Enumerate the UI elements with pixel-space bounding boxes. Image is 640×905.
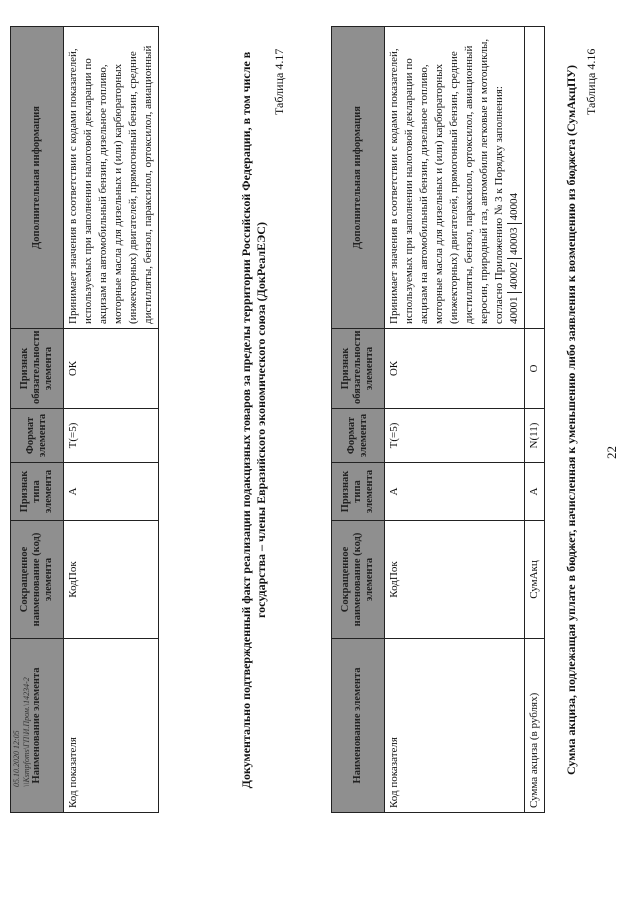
cell-required: ОК <box>64 329 159 409</box>
table-417-title: Документально подтвержденный факт реализации подакцизных товаров за пределы территории Российской Федерации, в том числе в государства – члены Евразийского экономического союза (ДокРеалЕЭС) <box>239 51 268 789</box>
cell-type: А <box>64 463 159 521</box>
header-info: Дополнительная информация <box>11 27 64 329</box>
code-value: 40002 <box>507 258 522 293</box>
header-name: Наименование элемента <box>332 639 385 813</box>
cell-name: Сумма акциза (в рублях) <box>525 639 545 813</box>
file-stamp-path: \\Ksmpfoms\ГП\И.Пром.\14234-2 <box>22 677 31 787</box>
cell-name: Код показателя <box>385 639 525 813</box>
code-list <box>507 190 522 324</box>
file-stamp <box>12 677 32 787</box>
header-name: Наименование элемента <box>11 639 64 813</box>
cell-format: N(11) <box>525 409 545 463</box>
cell-format: T(=5) <box>385 409 525 463</box>
cell-required: О <box>525 329 545 409</box>
cell-type: А <box>385 463 525 521</box>
table-416-header-row <box>332 27 385 813</box>
table-416 <box>331 26 545 813</box>
cell-required: ОК <box>385 329 525 409</box>
header-type: Признак типа элемента <box>332 463 385 521</box>
header-type: Признак типа элемента <box>11 463 64 521</box>
cell-info-text: Принимает значения в соответствии с кодами показателей, используемых при заполнении налоговой декларации по акцизам на автомобильный бензин, дизельное топливо, моторные масла для дизельных и (или) карбюраторных (инжекторных) двигателей, прямогонный бензин, средние дистилляты, бензол, параксилол, ортоксилол, авиационный керосин, природный газ, автомобили легковые и мотоциклы, согласно Приложению № 3 к Порядку заполнения: <box>388 38 505 324</box>
table-row <box>64 27 159 813</box>
file-stamp-date: 05.10.2020 12:05 <box>12 730 21 787</box>
cell-format: T(=5) <box>64 409 159 463</box>
cell-code: СумАкц <box>525 521 545 639</box>
table-416-title: Сумма акциза, подлежащая уплате в бюджет, начисленная к уменьшению либо заявления к возмещению из бюджета (СумАкцПУ) <box>564 65 578 775</box>
code-value: 40003 <box>507 224 522 259</box>
cell-name: Код показателя <box>64 639 159 813</box>
table-row <box>385 27 525 813</box>
page-number: 22 <box>604 446 619 459</box>
cell-info <box>385 27 525 329</box>
code-value: 40004 <box>508 193 520 221</box>
header-code: Сокращенное наименование (код) элемента <box>11 521 64 639</box>
header-info: Дополнительная информация <box>332 27 385 329</box>
cell-type: А <box>525 463 545 521</box>
table-row <box>525 27 545 813</box>
cell-code: КодПок <box>64 521 159 639</box>
header-required: Признак обязательности элемента <box>332 329 385 409</box>
table-417-label: Таблица 4.17 <box>272 48 286 115</box>
header-required: Признак обязательности элемента <box>11 329 64 409</box>
header-code: Сокращенное наименование (код) элемента <box>332 521 385 639</box>
code-value: 40001 <box>507 293 522 325</box>
header-format: Формат элемента <box>332 409 385 463</box>
table-416-label: Таблица 4.16 <box>584 48 598 115</box>
table-417 <box>10 26 159 813</box>
cell-info: Принимает значения в соответствии с кодами показателей, используемых при заполнении налоговой декларации по акцизам на автомобильный бензин, дизельное топливо, моторные масла для дизельных и (или) карбюраторных (инжекторных) двигателей, прямогонный бензин, средние дистилляты, бензол, параксилол, ортоксилол, авиационный <box>64 27 159 329</box>
cell-info <box>525 27 545 329</box>
cell-code: КодПок <box>385 521 525 639</box>
header-format: Формат элемента <box>11 409 64 463</box>
